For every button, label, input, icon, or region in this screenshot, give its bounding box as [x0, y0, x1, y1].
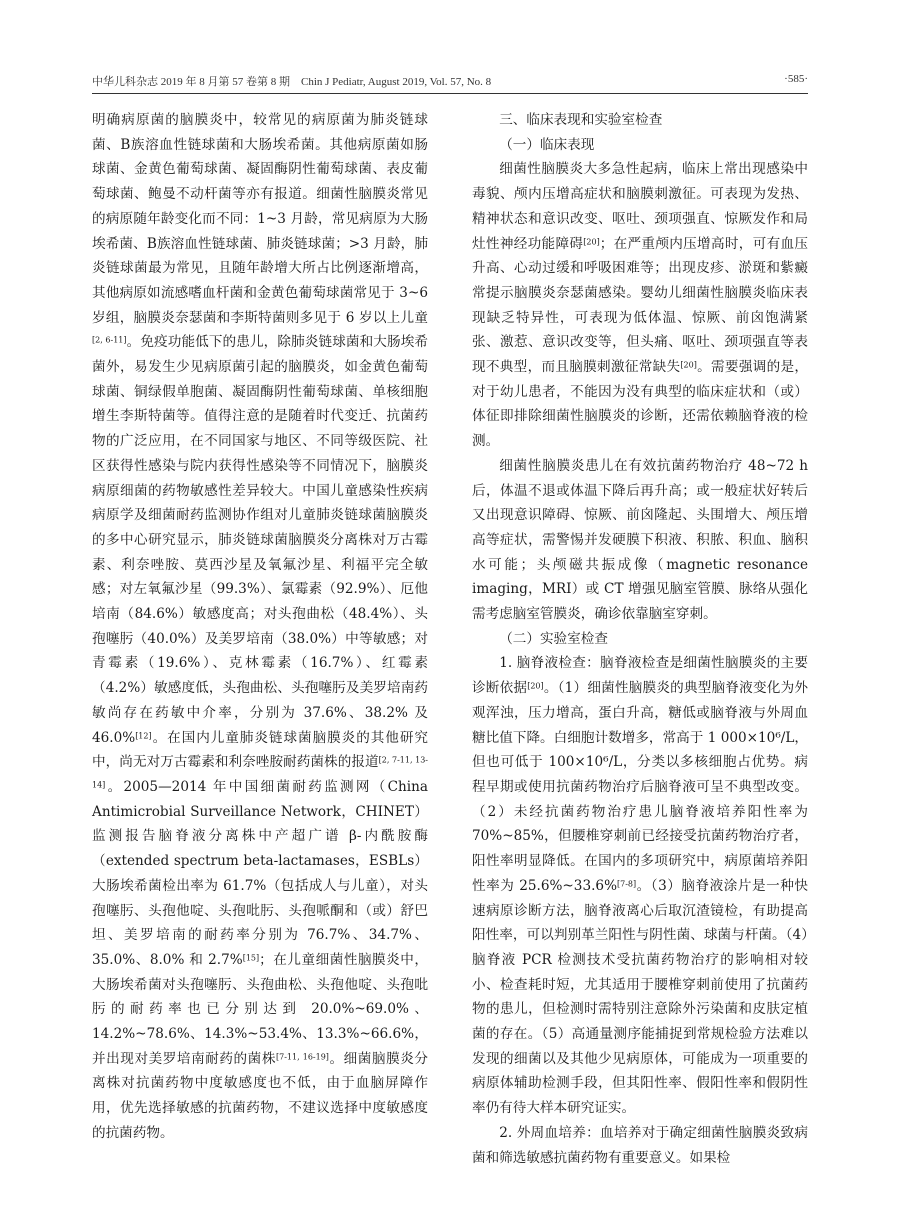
journal-citation-line: 中华儿科杂志 2019 年 8 月第 57 卷第 8 期 Chin J Pediatr, August 2019, Vol. 57, No. 8: [92, 76, 492, 88]
header-rule: [92, 93, 808, 94]
lab-paragraph-csf: [472, 651, 808, 1120]
subsection-heading-clinical: （一）临床表现: [499, 136, 595, 153]
text-segment: ；在严重颅内压增高时，可有血压升高、心动过缓和呼吸困难等；出现皮疹、淤斑和紫癜常提示脑膜炎奈瑟菌感染。婴幼儿细菌性脑膜炎临床表现缺乏特异性，可表现为低体温、惊厥、前囟饱满紧张、激惹、意识改变等，但头痛、呕吐、颈项强直等表现不典型，而且脑膜刺激征常缺失: [472, 235, 809, 376]
text-segment: 。需要强调的是，对于幼儿患者，不能因为没有典型的临床症状和（或）体征即排除细菌性脑膜炎的诊断，还需依赖脑脊液的检测。: [472, 359, 809, 450]
pathogen-paragraph: [92, 108, 428, 1146]
citation-ref: [20]: [583, 236, 600, 246]
text-segment: 细菌性脑膜炎大多急性起病，临床上常出现感染中毒貌、颅内压增高症状和脑膜刺激征。可表现为发热、精神状态和意识改变、呕吐、颈项强直、惊厥发作和局灶性神经功能障碍: [472, 161, 808, 252]
citation-ref: [2, 7-11, 13-14]: [92, 755, 428, 790]
section-heading: 三、临床表现和实验室检查: [499, 112, 663, 128]
text-segment: 。细菌脑膜炎分离株对抗菌药物中度敏感度也不低，由于血脑屏障作用，优先选择敏感的抗菌药物，不建议选择中度敏感度的抗菌药物。: [92, 1050, 429, 1141]
citation-ref: [7-8]: [616, 879, 637, 889]
text-segment: 1. 脑脊液检查：脑脊液检查是细菌性脑膜炎的主要诊断依据: [472, 655, 808, 697]
citation-ref: [15]: [242, 953, 260, 963]
text-segment: 。（1）细菌性脑膜炎的典型脑脊液变化为外观浑浊，压力增高，蛋白升高，糖低或脑脊液与外周血糖比值下降。白细胞计数增多，常高于 1 000×10⁶/L，但也可低于 100×10⁶/L，分类以多核细胞占优势。病程早期或使用抗菌药物治疗后脑脊液可呈不典型改变。（2）未经抗菌药物治疗患儿脑脊液培养阳性率为 70%~85%，但腰椎穿刺前已经接受抗菌药物治疗者，阳性率明显降低。在国内的多项研究中，病原菌培养阳性率为 25.6%~33.6%: [472, 680, 808, 894]
text-segment: 。2005—2014 年中国细菌耐药监测网（China Antimicrobial Surveillance Network，CHINET）监测报告脑脊液分离株中产超广谱 β-内酰胺酶（extended spectrum beta-lactamases，ESBLs）大肠埃希菌检出率为 61.7%（包括成人与儿童），对头孢噻肟、头孢他啶、头孢吡肟、头孢哌酮和（或）舒巴坦、美罗培南的耐药率分别为 76.7%、34.7%、35.0%、8.0% 和 2.7%: [92, 778, 428, 968]
left-column: [92, 108, 428, 1146]
text-segment: 明确病原菌的脑膜炎中，较常见的病原菌为肺炎链球菌、B族溶血性链球菌和大肠埃希菌。其他病原菌如肠球菌、金黄色葡萄球菌、凝固酶阴性葡萄球菌、表皮葡萄球菌、鲍曼不动杆菌等亦有报道。细菌性脑膜炎常见的病原随年龄变化而不同：1~3 月龄，常见病原为大肠埃希菌、B族溶血性链球菌、肺炎链球菌；>3 月龄，肺炎链球菌最为常见，且随年龄增大所占比例逐渐增高，其他病原如流感嗜血杆菌和金黄色葡萄球菌常见于 3~6 岁组，脑膜炎奈瑟菌和李斯特菌则多见于 6 岁以上儿童: [92, 112, 428, 326]
text-segment: 。在国内儿童肺炎链球菌脑膜炎的其他研究中，尚无对万古霉素和利奈唑胺耐药菌株的报道: [92, 729, 428, 771]
text-segment: ；在儿童细菌性脑膜炎中，大肠埃希菌对头孢噻肟、头孢曲松、头孢他啶、头孢吡肟的耐药率也已分别达到 20.0%~69.0%、14.2%~78.6%、14.3%~53.4%、13.3%~66.6%，并出现对美罗培南耐药的菌株: [92, 951, 428, 1067]
citation-ref: [20]: [680, 360, 697, 370]
lab-paragraph-blood-culture: 2. 外周血培养：血培养对于确定细菌性脑膜炎致病菌和筛选敏感抗菌药物有重要意义。如果检: [472, 1124, 808, 1166]
right-column: [472, 108, 808, 1170]
text-segment: 。（3）脑脊液涂片是一种快速病原诊断方法，脑脊液离心后取沉渣镜检，有助提高阳性率，可以判别革兰阳性与阴性菌、球菌与杆菌。（4）脑脊液 PCR 检测技术受抗菌药物治疗的影响相对较小、检查耗时短，尤其适用于腰椎穿刺前使用了抗菌药物的患儿，但检测时需特别注意除外污染菌和皮肤定植菌的存在。（5）高通量测序能捕捉到常规检验方法难以发现的细菌以及其他少见病原体，可能成为一项重要的病原体辅助检测手段，但其阳性率、假阳性率和假阴性率仍有待大样本研究证实。: [472, 877, 808, 1117]
clinical-paragraph-1: [472, 157, 808, 453]
subsection-heading-lab: （二）实验室检查: [499, 630, 608, 647]
citation-ref: [7-11, 16-19]: [276, 1052, 329, 1062]
page-number: ·585·: [784, 73, 808, 85]
citation-ref: [2, 6-11]: [92, 335, 127, 345]
clinical-paragraph-2: 细菌性脑膜炎患儿在有效抗菌药物治疗 48~72 h 后，体温不退或体温下降后再升高；或一般症状好转后又出现意识障碍、惊厥、前囟隆起、头围增大、颅压增高等症状，需警惕并发硬膜下积液、积脓、积血、脑积水可能；头颅磁共振成像（magnetic resonance imaging，MRI）或 CT 增强见脑室管膜、脉络从强化需考虑脑室管膜炎，确诊依靠脑室穿刺。: [472, 457, 808, 623]
citation-ref: [12]: [135, 730, 152, 740]
text-segment: 。免疫功能低下的患儿，除肺炎链球菌和大肠埃希菌外，易发生少见病原菌引起的脑膜炎，如金黄色葡萄球菌、铜绿假单胞菌、凝固酶阴性葡萄球菌、单核细胞增生李斯特菌等。值得注意的是随着时代变迁、抗菌药物的广泛应用，在不同国家与地区、不同等级医院、社区获得性感染与院内获得性感染等不同情况下，脑膜炎病原细菌的药物敏感性差异较大。中国儿童感染性疾病病原学及细菌耐药监测协作组对儿童肺炎链球菌脑膜炎的多中心研究显示，肺炎链球菌脑膜炎分离株对万古霉素、利奈唑胺、莫西沙星及氧氟沙星、利福平完全敏感；对左氧氟沙星（99.3%）、氯霉素（92.9%）、厄他培南（84.6%）敏感度高；对头孢曲松（48.4%）、头孢噻肟（40.0%）及美罗培南（38.0%）中等敏感；对青霉素（19.6%）、克林霉素（16.7%）、红霉素（4.2%）敏感度低，头孢曲松、头孢噻肟及美罗培南药敏尚存在药敏中介率，分别为 37.6%、38.2% 及 46.0%: [92, 334, 429, 746]
citation-ref: [20]: [527, 681, 544, 691]
